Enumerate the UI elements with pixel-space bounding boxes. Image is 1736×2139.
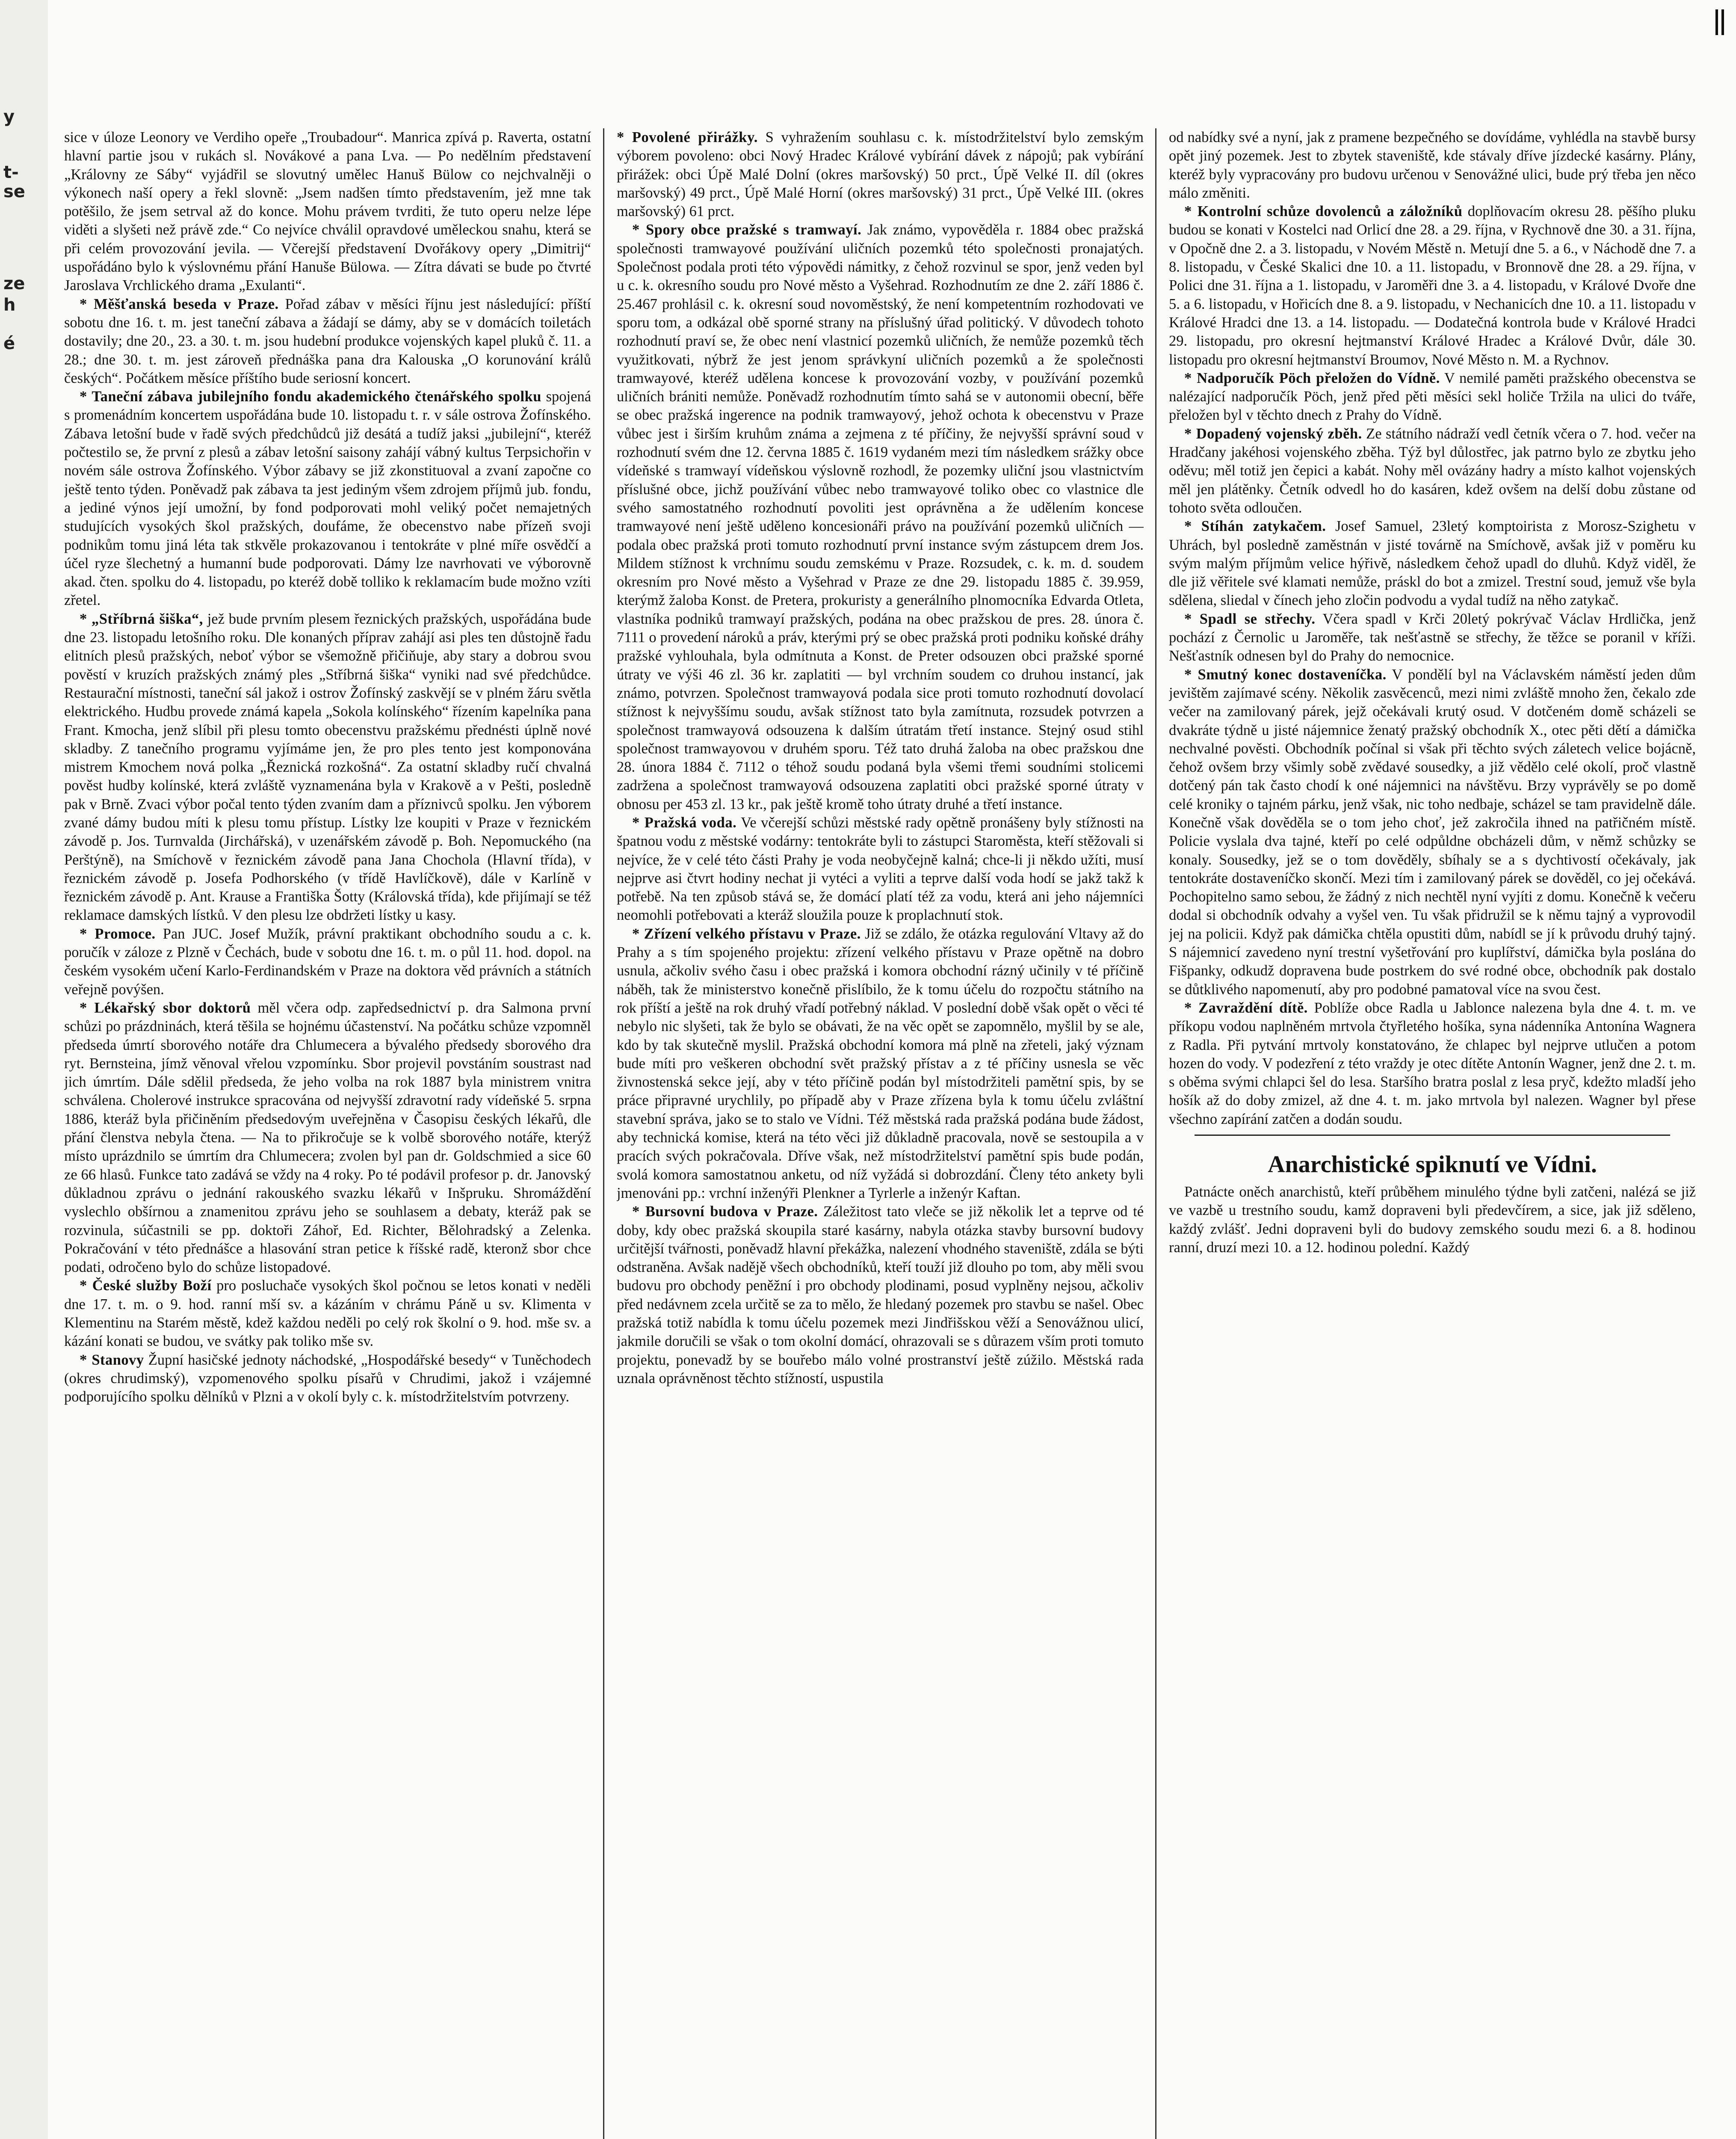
article xyxy=(64,1351,591,1407)
article-headline: * Zavraždění dítě. xyxy=(1184,999,1308,1016)
article-text: Pořad zábav v měsíci říjnu jest následující: příští sobotu dne 16. t. m. jest taneční zábava a žádají se dámy, aby se v domácích toiletách dostavily; dne 20., 23. a 30. t. m. jsou hudební produkce vojenských kapel pluků č. 11. a 28.; dne 30. t. m. jest zároveň přednáška pana dra Kalouska „O korunování králů českých“. Počátkem měsíce příštího bude seriosní koncert. xyxy=(64,296,591,386)
article xyxy=(617,1203,1144,1388)
article xyxy=(64,610,591,925)
article-text: Záležitost tato vleče se již několik let a teprve od té doby, kdy obec pražská skoupila staré kasárny, nabyla otázka stavby bursovní budovy určitější tvářnosti, poněvadž hlavní překážka, nalezení vhodného staveniště, zdála se býti odstraněna. Avšak nadějě všech obchodníků, kteří touží již dlouho po tom, aby měli svou budovu pro obchody peněžní i pro obchody plodinami, posud vyplněny nejsou, ačkoliv před nedávnem zcela určitě se za to mělo, že hledaný pozemek pro stavbu se našel. Obec pražská totiž nabídla k tomu účelu pozemek mezi Jindřišskou věží a Senovážnou ulicí, jakmile doručili se však o tom okolní domácí, ohrazovali se s důrazem vším proti tomuto projektu, ponevadž by se bouřebo málo volné prostranství ještě zúžilo. Městská rada uznala oprávněnost těchto stížností, uspustila xyxy=(617,1203,1144,1386)
article-text: Poblíže obce Radla u Jablonce nalezena byla dne 4. t. m. ve příkopu vodou naplněném mrtvola čtyřletého hošíka, syna nádenníka Antonína Wagnera z Radla. Při pytvání mrtvoly konstatováno, že chlapec byl nejprve utlučen a potom hozen do vody. V podezření z této vraždy je otec dítěte Antonín Wagner, jenž dne 2. t. m. s oběma svými chlapci šel do lesa. Staršího bratra poslal z lesa pryč, kdežto mladší jeho hošík až do doby zmizel, až dne 4. t. m. jako mrtvola byl nalezen. Wagner byl přese všechno zapírání zatčen a dodán soudu. xyxy=(1169,999,1696,1127)
article-text: měl včera odp. zapředsednictví p. dra Salmona první schůzi po prázdninách, která těšila se hojnému účastenství. Na počátku schůze vzpomněl předseda úmrtí sborového notáře dra Chlumecera a bývalého předsedy sborového dra ryt. Bernsteina, jímž věnoval vřelou vzpomínku. Sbor projevil povstáním soustrast nad jich úmrtím. Dále sdělil předseda, že jeho volba na rok 1887 byla ministrem vnitra schválena. Cholerové instrukce spracována od nejvyšší zdravotní rady vídeňské 5. srpna 1886, kteráž byla přičiněním předsedovým uveřejněna v Časopisu českých lékařů, dle přání členstva nebyla čtena. — Na to přikročuje se k volbě sborového notáře, kterýž místo uprázdnilo se úmrtím dra Chlumecera; zvolen byl pan dr. Goldschmied a sice 60 ze 66 hlasů. Funkce tato zadává se vždy na 4 roky. Po té podávil profesor p. dr. Janovský důkladnou zprávu o jednání rakouského svazku lékařů v Inšpruku. Shromáždění vyslechlo obšírnou a znamenitou zprávu jeho se souhlasem a debaty, kteráž pak se rozvinula, súčastnili se pp. doktoři Záhoř, Ed. Richter, Bělohradský a Zelenka. Pokračování v této přednášce a hlasování stran petice k říšské radě, kteronž sbor chce podati, odročeno bylo do schůze listopadové. xyxy=(64,999,591,1276)
article-text: Ze státního nádraží vedl četník včera o 7. hod. večer na Hradčany jakéhosi vojenského zběha. Týž byl důlostřec, jak patrno bylo ze zbytku jeho oděvu; měl totiž jen čepici a kabát. Nohy měl ovázány hadry a místo kalhot vojenských měl jen plátěnky. Četník odvedl ho do kasáren, kdež ovšem na delší dobu zůstane od tohoto světa odloučen. xyxy=(1169,425,1696,516)
article xyxy=(1169,128,1696,202)
article-text: Včera spadl v Krči 20letý pokrývač Václav Hrdlička, jenž pochází z Černolic u Jaroměře, tak nešťastně se střechy, že těžce se poranil v kříži. Nešťastník odnesen byl do Prahy do nemocnice. xyxy=(1169,610,1696,664)
article-headline: * Nadporučík Pöch přeložen do Vídně. xyxy=(1184,370,1440,386)
article-headline: * Stíhán zatykačem. xyxy=(1184,518,1326,535)
article-headline: * „Stříbrná šiška“, xyxy=(80,610,203,627)
article xyxy=(1169,999,1696,1129)
article xyxy=(64,1277,591,1351)
article-headline: * Lékařský sbor doktorů xyxy=(80,999,251,1016)
margin-mark: y xyxy=(3,107,15,127)
article-text: od nabídky své a nyní, jak z pramene bezpečného se dovídáme, vyhlédla na stavbě bursy opět jiný pozemek. Jest to zbytek staveniště, kde stávaly dříve jízdecké kasárny. Plány, kteréž byly vypracovány pro budovu určenou v Senovážné ulici, bude prý třeba jen něco málo změniti. xyxy=(1169,129,1696,201)
article xyxy=(64,999,591,1277)
section-title: Anarchistické spiknutí ve Vídni. xyxy=(1268,1151,1597,1178)
margin-mark: se xyxy=(3,182,25,201)
article xyxy=(1169,369,1696,425)
article-text: sice v úloze Leonory ve Verdiho opeře „Troubadour“. Manrica zpívá p. Raverta, ostatní hlavní partie jsou v rukách sl. Novákové a pana Lva. — Po nedělním představení „Královny ze Sáby“ vyjádřil se slovutný umělec Hanuš Bülow co nejchvalněji o výkonech naší opery a řekl slovně: „Jsem nadšen tímto představením, jež mne tak potěšilo, že jsem setrval až do konce. Mohu právem tvrditi, že tuto operu nelze lépe viděti a slyšeti než právě zde.“ Co nejvíce chválil opravdové uměleckou snahu, která se při celém provozování jevila. — Včerejší představení Dvořákovy opery „Dimitrij“ uspořádáno bylo k výslovnému přání Hanuše Bülowa. — Zítra dávati se bude po čtvrté Jaroslava Vrchlického drama „Exulanti“. xyxy=(64,129,591,294)
article-text: Jak známo, vypověděla r. 1884 obec pražská společnosti tramwayové používání uličních pozemků této společnosti pronajatých. Společnost podala proti této výpovědi námitky, z čehož rozvinul se spor, jenž veden byl u c. k. okresního soudu pro Nové město a Vyšehrad. Rozhodnutím ze dne 2. září 1886 č. 25.467 prohlásil c. k. okresní soud novoměstský, že není kompetentním rozhodovati ve sporu tom, a odkázal obě sporné strany na příslušný úřad politický. V důvodech tohoto rozhodnutí praví se, že obec není vlastnicí pozemků uličních, že nemůže pozemků těch využitkovati, nýbrž že jest jenom správkyní uličních pozemků a že společnosti tramwayové, kteréž udělena koncese k provozování vozby, v používání pozemků uličních brániti nemůže. Poněvadž rozhodnutím tímto sahá se v autonomii obecní, běře se obec pražská ingerence na podnik tramwayový, jehož ochota k obecenstvu v Praze vůbec jest i širším kruhům známa a zejmena z té příčiny, že nejvyšší správní soud v rozhodnutí svém dne 12. června 1885 č. 1619 vydaném mezi tím následkem srážky obce vídeňské s tramwayí vídeňskou výslovně rozhodl, že pozemky uliční jsou vlastnictvím příslušné obce, jichž používání vůbec nebo tramwayové toliko obec co vlastnice dle svého samostatného rozhodnutí povoliti jest oprávněna a že udělením koncese tramwayové není ještě uděleno koncesionáři právo na používání pozemků uličních — podala obec pražská proti tomuto rozhodnutí první instance svým zástupcem drem Jos. Mildem stížnost k vrchnímu soudu zemskému v Praze. Rozsudek, c. k. m. d. soudem okresním pro Nové město a Vyšehrad v Praze ze dne 29. listopadu 1885 č. 39.959, kterýmž žaloba Konst. de Pretera, prokuristy a generálního plnomocníka Edvarda Otleta, vlastníka podniků tramwayí pražských, podána na obec pražskou de pres. 28. února č. 7111 o provedení nároků a práv, kterými prý se obec pražská proti podniku koňské dráhy pražské vyhlouhala, byla odmítnuta a Konst. de Preter odsouzen obci pražské sporné útraty ve výši 46 zl. 36 kr. zaplatiti — byl vrchním soudem co druhou instancí, jak známo, potvrzen. Společnost tramwayová podala sice proti tomuto rozhodnutí dovolací stížnost k nejvyššímu soudu, avšak stížnost tato byla zamítnuta, rozsudek potvrzen a společnost tramwayová odsouzena k dalším útratám třetí instance. Stejný osud stihl společnost tramwayovou v druhém sporu. Též tato druhá žaloba na obec pražskou dne 28. února 1884 č. 7112 o téhož soudu podaná byla všemi třemi soudními stolicemi zadržena a společnost tramwayová odsouzena zaplatiti obci pražské sporné útraty v obnosu per 453 zl. 13 kr., pak ještě kromě toho útraty druhé a třetí instance. xyxy=(617,222,1144,812)
article xyxy=(1169,517,1696,610)
column-divider xyxy=(1155,128,1156,2139)
article xyxy=(64,128,591,295)
article-text: Již se zdálo, že otázka regulování Vltavy až do Prahy a s tím spojeného projektu: zřízení velkého přístavu v Praze opětně na dobro usnula, ačkoliv svého času i obec pražská i komora obchodní rázný učinily v té příčině náběh, tak že ministerstvo konečně přislíbilo, že k tomu účelu do rozpočtu státního na rok příští a ještě na rok druhý vřadí potřebný náklad. V poslední době však opět o věci té nebylo nic slyšeti, tak že bylo se obávati, že na věc opět se zapomnělo, myšlil by se ale, kdo by tak skutečně myslil. Pražská obchodní komora má plně na zřeteli, jaký význam bude míti pro veškeren obchodní svět pražský přístav a z té příčiny usnesla se věc živnostenská sekce její, aby v této příčině podán byl místodržiteli pamětní spis, by se práce připravné urychlily, po případě aby v Praze zřízena byla k tomu účelu zvláštní stavební správa, jako se to stalo ve Vídni. Též městská rada pražská podána bude žádost, aby technická komise, která na této věci již důkladně pracovala, nově se sestoupila a v pracích svých pokračovala. Dříve však, než místodržitelství pamětní spis bude podán, svolá komora samostatnou anketu, od níž vyžádá si dobrozdání. Členy této ankety byli jmenováni pp.: vrchní inženýři Plenkner a Tyrlerle a inženýr Kaftan. xyxy=(617,925,1144,1201)
article-headline: * Dopadený vojenský zběh. xyxy=(1184,425,1362,442)
column-1 xyxy=(64,128,591,2139)
newspaper-page xyxy=(64,128,1711,2139)
article-headline: * České služby Boží xyxy=(80,1277,212,1294)
article-text: spojená s promenádním koncertem uspořádána bude 10. listopadu t. r. v sále ostrova Žofínského. Zábava letošní bude v řadě svých předchůdců již desátá a tudíž jaksi „jubilejní“, kteréž počtestilo se, že první z plesů a zábav letošní saisony zahájí vábný kultus Terpsichořin v novém sále ostrova Žofínského. Výbor zábavy se již zkonstituoval a zvaní započne co ještě tento týden. Poněvadž pak zábava ta jest jediným všem zdrojem příjmů jub. fondu, a jediné výnos její umožní, by fond podporovati mohl veliký počet nemajetných studujících vysokých škol pražských, doufáme, že obecenstvo nabe přízeň svoji podnikům tomu jiná léta tak stkvěle prokazovanou i tentokráte v plné míře osvědčí a účel ryze šlechetný a humanní bude podporovati. Dámy lze navrhovati ve výborovně akad. čten. spolku do 4. listopadu, po kteréž době tolliko k reklamacím bude možno vzíti zřetel. xyxy=(64,388,591,609)
article xyxy=(64,295,591,388)
article-text: Ve včerejší schůzi městské rady opětně pronášeny byly stížnosti na špatnou vodu z městské vodárny: tentokráte byli to zástupci Staroměsta, kteří stěžovali si nejvíce, že v celé této části Prahy je voda neobyčejně kalná; chce-li ji někdo užíti, musí nejprve asi čtvrt hodiny nechat ji vytéci a vyliti a teprve další voda hodí se jakž takž k potřebě. Na ten způsob stává se, že domácí platí též za vodu, která ani jeho nájemníci neomohli potřebovati a kteráž sloužila pouze k proplachnutí stok. xyxy=(617,814,1144,924)
column-divider xyxy=(603,128,604,2139)
article xyxy=(1169,202,1696,369)
section-article: Patnácte oněch anarchistů, kteří průběhem minulého týdne byli zatčeni, nalézá se již ve vazbě u trestního soudu, kamž dopraveni byli předevčírem, a sice, jak již sděleno, každý zvlášť. Jedni dopraveni byli do budovy zemského soudu mezi 6. a 8. hodinou ranní, druzí mezi 10. a 12. hodinou polední. Každý xyxy=(1169,1184,1696,1256)
article-headline: * Bursovní budova v Praze. xyxy=(632,1203,818,1220)
article xyxy=(617,925,1144,1203)
article-headline: * Smutný konec dostaveníčka. xyxy=(1184,666,1387,683)
article-text: Pan JUC. Josef Mužík, právní praktikant obchodního soudu a c. k. poručík v záloze z Plzně v Čechách, bude v sobotu dne 16. t. m. o půl 11. hod. dopol. na českém vysokém učení Karlo-Ferdinandském v Praze na doktora věd právních a státních veřejně povýšen. xyxy=(64,925,591,998)
article xyxy=(64,388,591,610)
article xyxy=(64,925,591,999)
article-headline: * Spadl se střechy. xyxy=(1184,610,1316,627)
article xyxy=(1169,425,1696,517)
margin-mark: t- xyxy=(3,163,19,182)
article-text: Župní hasičské jednoty náchodské, „Hospodářské besedy“ v Tuněchodech (okres chrudimský), vzpomenového spolku písařů v Chrudimi, jakož i vzájemné podporujícího spolku dělníků v Plzni a v okolí byly c. k. místodržitelstvím potvrzeny. xyxy=(64,1351,591,1405)
article-headline: * Kontrolní schůze dovolenců a záložníků xyxy=(1184,203,1463,220)
article-headline: * Zřízení velkého přístavu v Praze. xyxy=(632,925,861,942)
article-text: doplňovacím okresu 28. pěšího pluku budou se konati v Kostelci nad Orlicí dne 28. a 29. října, v Rychnově dne 30. a 31. října, v Opočně dne 2. a 3. listopadu, v Novém Městě n. Metují dne 5. a 6., v Náchodě dne 7. a 8. listopadu, v České Skalici dne 10. a 11. listopadu, v Bronnově dne 28. a 29. října, v Polici dne 31. října a 1. listopadu, v Jaroměři dne 3. a 4. listopadu, v Králové Dvoře dne 5. a 6. listopadu, v Hořicích dne 8. a 9. listopadu, v Nechanicích dne 10. a 11. listopadu v Králové Hradci dne 13. a 14. listopadu. — Dodatečná kontrola bude v Králové Hradci 29. listopadu, pro okresní hejtmanství Králové Hradec a Králové Dvůr, dále 30. listopadu pro okresní hejtmanství Broumov, Nové Město n. M. a Rychnov. xyxy=(1169,203,1696,368)
article-headline: * Promoce. xyxy=(80,925,156,942)
scan-edge xyxy=(0,0,48,2139)
article-text: V pondělí byl na Václavském náměstí jeden dům jevištěm zajímavé scény. Několik zasvěcenců, mezi nimi zvláště mnoho žen, čekalo zde večer na zamilovaný párek, jejž očekávali krutý osud. V dotčeném domě scházeli se dvakráte týdně u jisté nájemnice ženatý pražský obchodník X., otec pěti dětí a dámička nechvalné pověsti. Obchodník počínal si však při těchto svých záletech velice bojácně, čehož ovšem brzy všimly sobě zvědavé sousedky, a již vědělo celé okolí, proč vlastně dotčený pán tak často chodí k oné nájemnici na návštěvu. Brzy vyprávěly se po domě celé kroniky o tajném párku, jenž však, nic toho nedbaje, scházel se tam pravidelně dále. Konečně však dověděla se o tom jeho choť, jež zakročila ihned na patřičném místě. Policie vyslala dva tajné, kteří po celé odpůldne obcházeli dům, v němž schůzky se konaly. Sousedky, jež se o tom dověděly, sbíhaly se a s dychtivostí očekávaly, jak tentokráte dostaveníčko skončí. Mezi tím i zamilovaný párek se dověděl, co jej očekává. Pochopitelno samo sebou, že žádný z nich nechtěl nyní vyjíti z domu. Konečně k večeru dodal si obchodník odvahy a vyšel ven. Tu však přidružil se k němu tajný a vyprovodil jej na policii. Když pak dámička chtěla opustiti dům, nabídl se jí k průvodu druhý tajný. S nájemnicí zavedeno nyní trestní vyšetřování pro kuplířství, dámička byla poslána do Fišpanky, odkudž dopravena bude postrkem do své rodné obce, obchodník pak dostalo se důtklivého napomenutí, aby pro podobné pamatoval více na svou čest. xyxy=(1169,666,1696,998)
scan-corner-mark xyxy=(1715,9,1724,35)
margin-mark: é xyxy=(3,334,15,353)
article-text: S vyhražením souhlasu c. k. místodržitelství bylo zemským výborem povoleno: obci Nový Hradec Králové vybírání dávek z nápojů; pak vybírání přirážek: obci Úpě Malé Dolní (okres maršovský) 50 prct., Úpě Velké II. díl (okres maršovský) 49 prct., Úpě Malé Horní (okres maršovský) 31 prct., Úpě Velké III. (okres maršovský) 61 prct. xyxy=(617,129,1144,220)
article xyxy=(617,221,1144,814)
article xyxy=(1169,610,1696,666)
margin-mark: ze xyxy=(3,274,25,293)
article-headline: * Měšťanská beseda v Praze. xyxy=(80,296,279,312)
article-headline: * Stanovy xyxy=(80,1351,144,1368)
article xyxy=(617,128,1144,221)
column-3-articles xyxy=(1169,128,1696,1129)
article-text: V nemilé paměti pražského obecenstva se nalézající nadporučík Pöch, jenž před pěti měsíci sekl holiče Tržila na ulici do tváře, přeložen byl v těchto dnech z Prahy do Vídně. xyxy=(1169,370,1696,424)
article-headline: * Povolené přirážky. xyxy=(617,129,758,145)
article xyxy=(1169,666,1696,999)
article-text: pro posluchače vysokých škol počnou se letos konati v neděli dne 17. t. m. o 9. hod. ranní mší sv. a kázáním v chrámu Páně u sv. Klimenta v Klementinu na Starém městě, kdež každou neděli po celý rok školní o 9. hod. mše sv. a kázání konati se budou, ve svátky pak toliko mše sv. xyxy=(64,1277,591,1350)
article-headline: * Spory obce pražské s tramwayí. xyxy=(632,222,862,238)
margin-mark: h xyxy=(3,295,16,315)
article-text: Josef Samuel, 23letý komptoirista z Morosz-Szighetu v Uhrách, byl posledně zaměstnán v jisté továrně na Smíchově, avšak již v poměru ku svým malým příjmům velice hýřivě, následkem čehož upadl do dluhů. Když viděl, že dle již věřitele své klamati nemůže, práskl do bot a zmizel. Trestní soud, jemuž vše byla sdělena, sliedal v čínech jeho zločin podvodu a vydal tudíž na něho zatykač. xyxy=(1169,518,1696,609)
article-headline: * Pražská voda. xyxy=(632,814,737,831)
article xyxy=(617,814,1144,925)
article-text: jež bude prvním plesem řeznických pražských, uspořádána bude dne 23. listopadu letošního roku. Dle konaných příprav zahájí asi ples ten důstojně řadu elitních plesů pražských, neboť výbor se všemožně přičiňuje, aby stary a dobrou svou pověstí v kruzích pražských známý ples „Stříbrná šiška“ vyniki nad své předchůdce. Restaurační místnosti, taneční sál jakož i ostrov Žofínský zaskvějí se v plném žáru světla elektrického. Hudbu provede známá kapela „Sokola kolínského“ řízením kapelníka pana Frant. Kmocha, jenž slíbil při plesu tomto obecenstvu pražskému přednésti úplně nové skladby. Z tanečního programu vyjímáme jen, že pro ples tento jest komponována mistrem Kmochem nová polka „Řeznická rozkošná“. Za ostatní skladby ručí chvalná pověst hudby kolínské, která zvláště vyznamenána byla v Krakově a v Pešti, posledně pak v Brně. Zvaci výbor počal tento týden zvaním dam a příznivců spolku. Jen výborem zvané dámy budou míti k plesu tomu přístup. Lístky lze koupiti v Praze v řeznickém závodě p. Jos. Turnvalda (Jirchářská), v uzenářském závodě p. Boh. Nepomuckého (na Perštýně), na Smíchově v řeznickém závodě pana Jana Chochola (Hlavní třída), v řeznickém závodě p. Josefa Podhorského (v třídě Havlíčkově), dále v Karlíně v řeznickém závodě p. Ant. Krause a Františka Šotty (Královská třída), kde přijímají se též reklamace damských lístků. V den plesu lze obdržeti lístky u kasy. xyxy=(64,610,591,924)
column-2 xyxy=(617,128,1144,2139)
article-headline: * Taneční zábava jubilejního fondu akademického čtenářského spolku xyxy=(80,388,541,405)
section-divider xyxy=(1195,1135,1670,1136)
column-3 xyxy=(1169,128,1696,2139)
